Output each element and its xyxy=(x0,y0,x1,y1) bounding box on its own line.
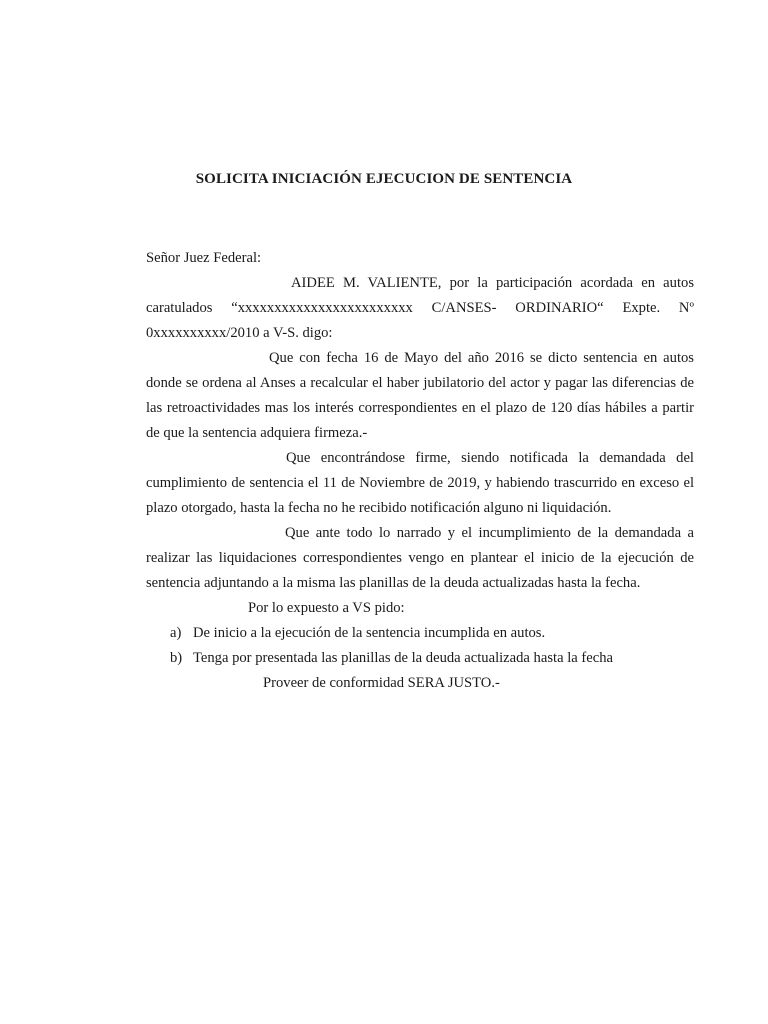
request-marker: a) xyxy=(170,625,182,641)
petition-intro: Por lo expuesto a VS pido: xyxy=(248,600,405,616)
request-text: Tenga por presentada las planillas de la deuda actualizada hasta la fecha xyxy=(193,650,613,666)
request-item xyxy=(146,646,694,671)
closing-formula: Proveer de conformidad SERA JUSTO.- xyxy=(263,675,500,691)
request-marker: b) xyxy=(170,650,183,666)
paragraph-introduction: AIDEE M. VALIENTE, por la participación acordada en autos caratulados “xxxxxxxxxxxxxxxxxxxxxxxx C/ANSES- ORDINARIO“ Expte. Nº 0xxxxxxxxxx/2010 a V-S. digo: xyxy=(146,275,694,341)
requests-list xyxy=(146,621,694,671)
paragraph-execution-request: Que ante todo lo narrado y el incumplimiento de la demandada a realizar las liquidaciones correspondientes vengo en plantear el inicio de la ejecución de sentencia adjuntando a la misma las planillas de la deuda actualizadas hasta la fecha. xyxy=(146,525,694,591)
request-text: De inicio a la ejecución de la sentencia incumplida en autos. xyxy=(193,625,546,641)
paragraph-sentence-date: Que con fecha 16 de Mayo del año 2016 se dicto sentencia en autos donde se ordena al Anses a recalcular el haber jubilatorio del actor y pagar las diferencias de las retroactividades mas los interés correspondientes en el plazo de 120 días hábiles a partir de que la sentencia adquiera firmeza.- xyxy=(146,350,694,441)
request-item xyxy=(146,621,694,646)
document-body xyxy=(146,246,694,696)
paragraph-noncompliance: Que encontrándose firme, siendo notificada la demandada del cumplimiento de sentencia el 11 de Noviembre de 2019, y habiendo trascurrido en exceso el plazo otorgado, hasta la fecha no he recibido notificación alguno ni liquidación. xyxy=(146,450,694,516)
document-title: SOLICITA INICIACIÓN EJECUCION DE SENTENCIA xyxy=(195,171,573,187)
salutation: Señor Juez Federal: xyxy=(146,250,262,266)
